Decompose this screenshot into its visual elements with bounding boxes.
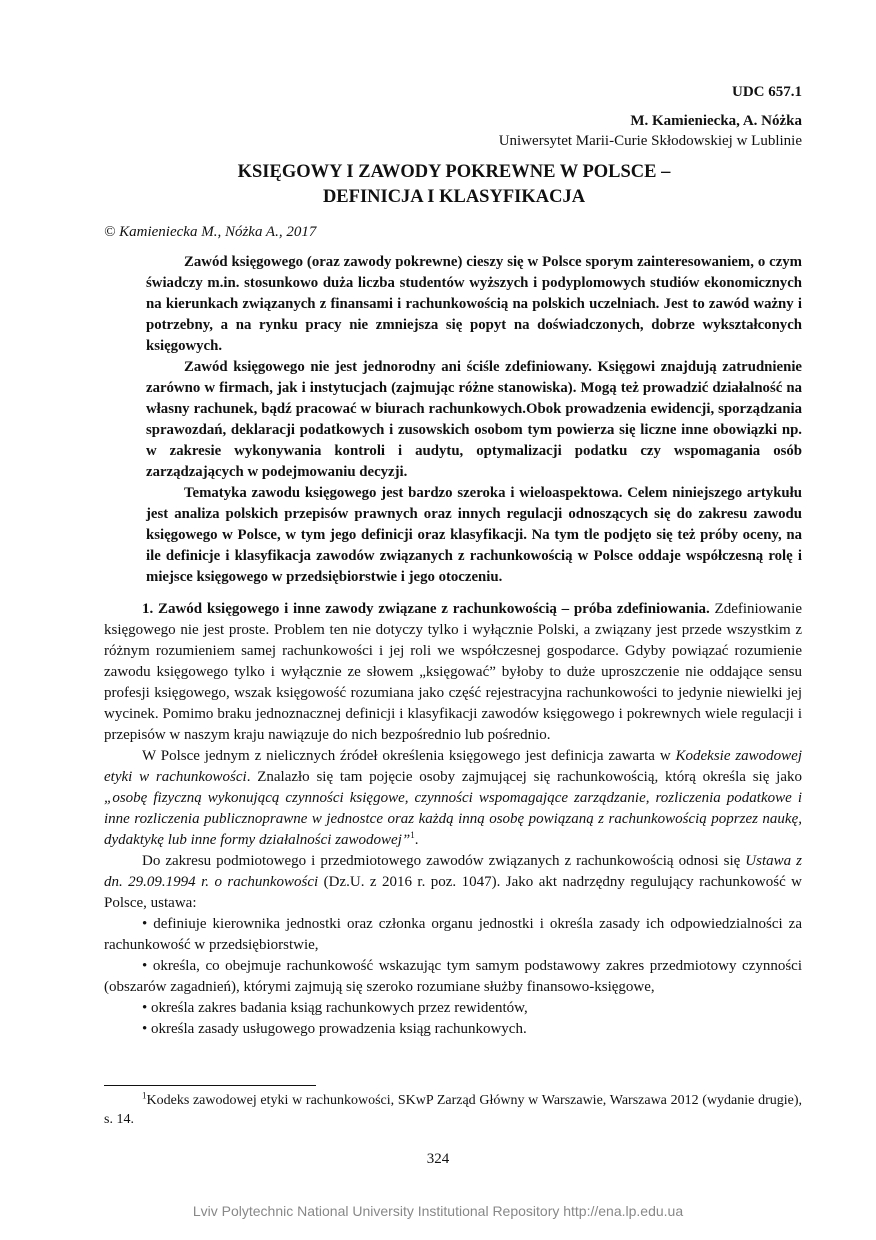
abstract — [146, 252, 802, 588]
body-paragraph-1 — [104, 599, 802, 746]
affiliation: Uniwersytet Marii-Curie Skłodowskiej w Lublinie — [498, 133, 802, 149]
section-heading: 1. Zawód księgowego i inne zawody związane z rachunkowością – próba zdefiniowania. — [142, 601, 710, 617]
body-paragraph-3-text-b: (Dz.U. z 2016 r. poz. 1047). Jako akt nadrzędny regulujący rachunkowość w Polsce, ustawa: — [104, 874, 802, 911]
list-item: • określa, co obejmuje rachunkowość wskazując tym samym podstawowy zakres przedmiotowy czynności (obszarów zagadnień), którymi zajmują się szeroko rozumiane służby finansowo-księgowe, — [104, 958, 802, 995]
act-title: Ustawa z dn. 29.09.1994 r. o rachunkowości — [104, 853, 802, 890]
main-text — [104, 599, 802, 1040]
title-line-1: KSIĘGOWY I ZAWODY POKREWNE W POLSCE – — [237, 162, 671, 182]
abstract-paragraph-3: Tematyka zawodu księgowego jest bardzo szeroka i wieloaspektowa. Celem niniejszego artykułu jest analiza polskich przepisów prawnych oraz innych regulacji odnoszących się do zakresu zawodu księgowego w Polsce, w tym jego definicji oraz klasyfikacji. Na tym tle podjęto się też próby oceny, na ile definicje i klasyfikacja zawodów związanych z rachunkowością w Polsce oddaje współczesną rolę i miejsce księgowego w przedsiębiorstwie i jego otoczeniu. — [146, 485, 802, 585]
list-item: • określa zakres badania ksiąg rachunkowych przez rewidentów, — [142, 1000, 528, 1016]
body-paragraph-2-text-a: W Polsce jednym z nielicznych źródeł określenia księgowego jest definicja zawarta w — [142, 748, 676, 764]
body-paragraph-2-end: . — [414, 832, 419, 848]
copyright-notice: © Kamieniecka M., Nóżka A., 2017 — [104, 224, 317, 240]
footnote-text: Kodeks zawodowej etyki w rachunkowości, SKwP Zarząd Główny w Warszawie, Warszawa 2012 (wydanie drugie), s. 14. — [104, 1093, 802, 1127]
footnote-mark: 1 — [142, 1090, 147, 1101]
footnote — [104, 1091, 802, 1129]
body-paragraph-2 — [104, 746, 802, 851]
list-item: • definiuje kierownika jednostki oraz członka organu jednostki i określa zasady ich odpowiedzialności za rachunkowość w przedsiębiorstwie, — [104, 916, 802, 953]
udc-code: UDC 657.1 — [732, 84, 802, 100]
repository-footer: Lviv Polytechnic National University Institutional Repository http://ena.lp.edu.ua — [192, 1203, 684, 1219]
body-paragraph-1-text: Zdefiniowanie księgowego nie jest proste. Problem ten nie dotyczy tylko i wyłącznie Polski, a związany jest przede wszystkim z różnym rozumieniem samej rachunkowości i jej roli we współczesnej gospodarce. Gdyby powiązać rozumienie zawodu księgowego tylko i wyłącznie ze słowem „księgować” byłoby to duże uproszczenie nie oddające sensu profesji księgowego, wszak księgowość rozumiana jako część rejestracyjna rachunkowości to jedynie niewielki jej wycinek. Pomimo braku jednoznacznej definicji i klasyfikacji zawodów księgowego i pokrewnych wiele regulacji i przepisów w naszym kraju nawiązuje do nich bezpośrednio lub pośrednio. — [104, 601, 803, 743]
abstract-paragraph-2: Zawód księgowego nie jest jednorodny ani ściśle zdefiniowany. Księgowi znajdują zatrudnienie zarówno w firmach, jak i instytucjach (zajmując różne stanowiska). Mogą też prowadzić działalność na własny rachunek, bądź pracować w biurach rachunkowych.Obok prowadzenia ewidencji, sporządzania sprawozdań, deklaracji podatkowych i zusowskich osobom tym powierza się liczne inne obowiązki np. w zakresie wykonywania kontroli i audytu, optymalizacji podatku czy wspomagania osób zarządzających w podejmowaniu decyzji. — [146, 359, 802, 480]
paper-title — [104, 160, 804, 210]
body-paragraph-3 — [104, 851, 802, 914]
page-number: 324 — [426, 1151, 450, 1167]
body-paragraph-2-text-b: . Znalazło się tam pojęcie osoby zajmującej się rachunkowością, którą określa się jako — [246, 769, 802, 785]
abstract-paragraph-1: Zawód księgowego (oraz zawody pokrewne) cieszy się w Polsce sporym zainteresowaniem, o czym świadczy m.in. stosunkowo duża liczba studentów wyższych i podyplomowych studiów ekonomicznych na kierunkach związanych z finansami i rachunkowością na polskich uczelniach. Jest to zawód ważny i potrzebny, a na rynku pracy nie zmniejsza się popyt na doświadczonych, dobrze wykształconych księgowych. — [146, 254, 802, 354]
list-item: • określa zasady usługowego prowadzenia ksiąg rachunkowych. — [142, 1021, 527, 1037]
footnote-reference: 1 — [410, 830, 415, 840]
definition-quote: „osobę fizyczną wykonującą czynności księgowe, czynności wspomagające zarządzanie, rozliczenia podatkowe i inne rozliczenia publicznoprawne w jednostce oraz każdą inną osobę powiązaną z rachunkowością poprzez naukę, dydaktykę lub inne formy działalności zawodowej” — [104, 790, 802, 848]
body-paragraph-3-text-a: Do zakresu podmiotowego i przedmiotowego zawodów związanych z rachunkowością odnosi się — [142, 853, 746, 869]
codex-title: Kodeksie zawodowej etyki w rachunkowości — [104, 748, 802, 785]
title-line-2: DEFINICJA I KLASYFIKACJA — [322, 187, 586, 207]
authors: M. Kamieniecka, A. Nóżka — [630, 113, 802, 129]
footnote-divider — [104, 1085, 316, 1086]
